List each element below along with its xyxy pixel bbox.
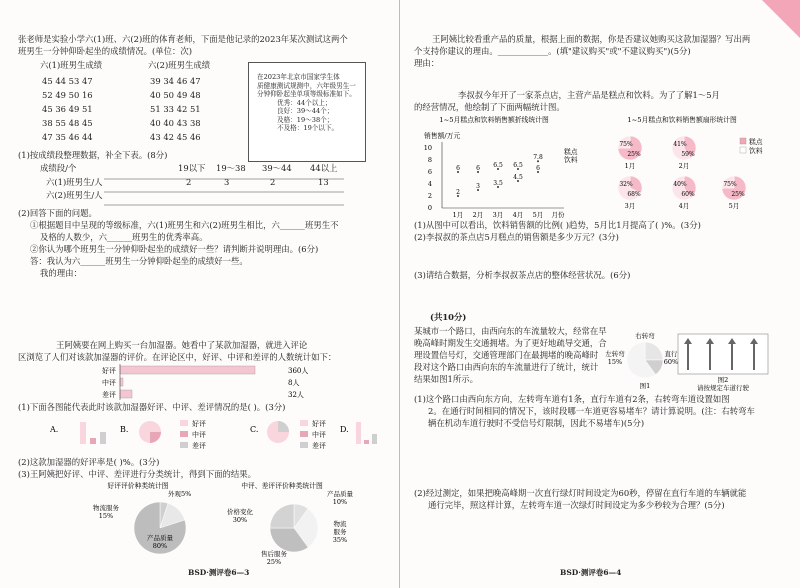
note-line: 不及格：19个以下。	[277, 124, 339, 133]
class2-label: 六(2)班男生成绩	[148, 60, 211, 70]
section2-intro-2: 区浏览了人们对该款加湿器的评价。在评论区中，好评、中评和差评的人数统计如下：	[18, 352, 337, 362]
tea-question-1: (1)从图中可以看出，饮料销售额的比例( )趋势，5月比1月提高了( )%。(3分)	[414, 220, 701, 230]
pie1-label: 物流服务	[93, 504, 119, 512]
section2-question-1: (1)下面各图能代表此时该款加湿器好评、中评、差评情况的是( )。(3分)	[18, 402, 286, 412]
section4-line: 理设置信号灯，交通管理部门在最拥堵的晚高峰时	[414, 350, 599, 360]
bar-label: 差评	[102, 391, 116, 399]
fan-pct: 25%	[731, 191, 745, 198]
note-line: 及格：19～38个；	[277, 115, 334, 124]
line-chart-title: 1~5月糕点和饮料销售额折线统计图	[439, 116, 549, 124]
option-a-bar	[90, 438, 96, 444]
option-a-label: A.	[50, 425, 59, 434]
line-legend: 糕点	[564, 148, 578, 156]
question-2b: ②你认为哪个班男生一分钟仰卧起坐的成绩好一些？请判断并说明理由。(6分)	[30, 244, 319, 254]
traffic-label: 右转弯	[635, 332, 655, 340]
right-footer: BSD·测评卷6—4	[560, 568, 622, 578]
bar-value: 8人	[288, 379, 300, 387]
line-point-label: 4.5	[513, 174, 523, 181]
line-ytick: 4	[427, 180, 432, 188]
pie2-label: 价格变化	[227, 508, 253, 516]
bar-label: 中评	[102, 379, 116, 387]
question-2: (2)回答下面的问题。	[18, 208, 97, 218]
option-a-bar	[80, 422, 86, 444]
bar-value: 32人	[288, 391, 304, 399]
class2-score-row: 40 40 43 38	[150, 118, 201, 128]
fan-legend-label: 糕点	[749, 138, 763, 146]
tea-intro-1: 李叔叔今年开了一家茶点店，主营产品是糕点和饮料。为了了解1～5月	[458, 90, 720, 100]
class1-score-row: 45 36 49 51	[42, 104, 93, 114]
r1-line-c: 理由：	[414, 58, 440, 68]
table-lines	[104, 172, 374, 208]
line-point-label: 2	[456, 189, 460, 196]
sales-fan-charts	[612, 116, 792, 216]
class2-score-row: 43 42 45 46	[150, 132, 201, 142]
pie1-label: 80%	[152, 542, 168, 550]
traffic-label: 直行	[664, 350, 678, 358]
fan-pct: 40%	[673, 181, 687, 188]
line-ytick: 2	[427, 192, 432, 200]
option-a-bar	[100, 432, 106, 444]
review-bar	[120, 378, 123, 386]
section2-question-3: (3)王阿姨把好评、中评、差评进行分类统计，得到下面的结果。	[18, 469, 256, 479]
intro-line-1: 张老师是实验小学六(1)班、六(2)班的体育老师，下面是他记录的2023年某次测试这两个	[18, 34, 348, 44]
line-point-label: 6.5	[513, 162, 523, 169]
fan-pct: 32%	[619, 181, 633, 188]
line-xtick: 月份	[551, 211, 565, 219]
option-d-bar	[364, 440, 369, 444]
option-d-label: D.	[340, 425, 349, 434]
fan-month: 4月	[678, 202, 690, 210]
fan-chart-title: 1~5月糕点和饮料销售额扇形统计图	[627, 116, 737, 124]
pie2-label: 服务	[333, 528, 347, 536]
option-legend-swatch	[180, 431, 188, 437]
option-legend-label: 中评	[192, 431, 206, 439]
r1-line-b: 个支持你建议的理由。____________。(填"建议购买"或"不建议购买")(5分)	[414, 46, 691, 56]
pie1-label: 15%	[98, 512, 114, 520]
line-ytick: 10	[423, 144, 432, 152]
section2-intro-1: 王阿姨要在网上购买一台加湿器。她看中了某款加湿器，就进入评论	[56, 340, 308, 350]
section4-q2-line: 通行完毕，照这样计算，左转弯车道一次绿灯时间设定为多少秒较为合理？(5分)	[428, 500, 725, 510]
line-point-label: 6	[456, 165, 460, 172]
class1-score-row: 38 55 48 45	[42, 118, 93, 128]
line-point-label: 6	[536, 165, 540, 172]
line-xtick: 4月	[512, 211, 524, 219]
option-legend-swatch	[300, 420, 308, 426]
table-row2-cell: 六(2)班男生/人	[46, 190, 103, 200]
fan-legend-swatch	[740, 147, 746, 153]
fan-pct: 75%	[619, 141, 633, 148]
section4-line: 段对这个路口由西向东的车流量进行了统计，统计	[414, 362, 599, 372]
option-legend-label: 好评	[192, 420, 206, 428]
sales-line-chart	[414, 116, 589, 219]
table-row1-cell: 3	[224, 177, 230, 187]
good-review-pie	[78, 482, 218, 562]
line-xtick: 5月	[532, 211, 544, 219]
pie2-label: 物流	[333, 520, 347, 528]
option-legend-label: 中评	[312, 431, 326, 439]
lane-arrows-figure-2	[678, 330, 788, 390]
tea-question-2: (2)李叔叔的茶点店5月糕点的销售额是多少万元？(3分)	[414, 232, 619, 242]
fan-pct: 59%	[681, 151, 695, 158]
option-c-label: C.	[250, 425, 259, 434]
tea-intro-2: 的经营情况，他绘制了下面两幅统计图。	[414, 102, 565, 112]
option-c-slice	[278, 421, 289, 432]
option-b-slice	[150, 432, 161, 443]
line-point-label: 3.5	[493, 180, 503, 187]
fig1-caption: 图1	[639, 382, 651, 390]
traffic-pie-figure-1	[605, 330, 685, 390]
pie2-label: 产品质量	[327, 490, 353, 498]
option-legend-swatch	[180, 442, 188, 448]
table-header-cell: 19以下	[178, 163, 206, 173]
pie2-label: 25%	[266, 558, 282, 566]
section4-line: 晚高峰时期发生交通拥堵。为了更好地疏导交通，合	[414, 338, 607, 348]
fig2-caption: 图2	[717, 376, 729, 384]
section4-line: 结果如图1所示。	[414, 374, 478, 384]
section4-q1-line: (1)这个路口由西向东方向，左转弯车道有1条，直行车道有2条，右转弯车道设置如图	[414, 394, 730, 404]
pie2-label: 30%	[232, 516, 248, 524]
option-legend-swatch	[300, 442, 308, 448]
pie1-label: 产品质量	[147, 534, 173, 542]
class2-score-row: 40 50 49 48	[150, 90, 201, 100]
pie2-title: 中评、差评评价种类统计图	[241, 482, 323, 490]
table-header-cell: 成绩段/个	[40, 163, 77, 173]
fan-pct: 41%	[673, 141, 687, 148]
pie2-slice	[270, 504, 294, 528]
review-bar	[120, 390, 132, 398]
table-header-cell: 19～38	[216, 163, 246, 173]
section4-q1-line: 2。在通行时间相同的情况下，该时段哪一车道更容易堵车？请计算说明。(注：右转弯车	[428, 406, 755, 416]
fan-legend-label: 饮料	[749, 147, 763, 155]
traffic-label: 60%	[663, 358, 679, 366]
section4-q1-line: 辆在机动车道行驶时不受信号灯限制，因此不易堵车)(5分)	[428, 418, 645, 428]
line-xtick: 1月	[452, 211, 464, 219]
fan-month: 3月	[624, 202, 636, 210]
bad-review-pie	[222, 482, 372, 566]
fan-pct: 60%	[681, 191, 695, 198]
option-legend-swatch	[300, 431, 308, 437]
table-row1-cell: 2	[186, 177, 192, 187]
option-b-label: B.	[120, 425, 129, 434]
fan-month: 5月	[728, 202, 740, 210]
table-row1-cell: 2	[270, 177, 276, 187]
option-d-bar	[372, 434, 377, 444]
line-point-label: 7.8	[533, 154, 543, 162]
line-point-label: 6	[476, 165, 480, 172]
pie1-label: 外观5%	[168, 490, 192, 498]
table-row1-cell: 六(1)班男生/人	[46, 177, 103, 187]
traffic-label: 左转弯	[605, 350, 625, 358]
fig2-caption-2: 请按规定车道行驶	[697, 384, 749, 392]
bar-label: 好评	[102, 367, 116, 375]
table-row1-cell: 13	[318, 177, 329, 187]
section4-line: 某城市一个路口，由西向东的车流量较大，经常在早	[414, 326, 607, 336]
line-xtick: 2月	[472, 211, 484, 219]
fan-pct: 68%	[627, 191, 641, 198]
question-2a-line2: 及格的人数少，六______班男生的优秀率高。	[40, 232, 208, 242]
question-2a-line1: ①根据题目中呈现的等级标准，六(1)班男生和六(2)班男生相比，六______班男生不	[30, 220, 339, 230]
class1-score-row: 45 44 53 47	[42, 76, 93, 86]
class1-label: 六(1)班男生成绩	[40, 60, 103, 70]
option-legend-label: 差评	[312, 442, 326, 450]
line-ytick: 8	[427, 156, 432, 164]
review-bar-chart	[102, 364, 360, 402]
r1-line-a: 王阿姨比较看重产品的质量，根据上面的数据，你是否建议她购买这款加湿器？写出两	[432, 34, 751, 44]
line-point-label: 3	[476, 183, 480, 190]
class1-score-row: 47 35 46 44	[42, 132, 93, 142]
section2-question-2: (2)这款加湿器的好评率是( )%。(3分)	[18, 457, 160, 467]
tea-question-3: (3)请结合数据，分析李叔叔茶点店的整体经营状况。(6分)	[414, 270, 631, 280]
pie2-label: 售后服务	[261, 550, 287, 558]
review-bar	[120, 366, 255, 374]
traffic-slice	[645, 342, 663, 360]
traffic-label: 15%	[607, 358, 623, 366]
intro-line-2: 班男生一分钟仰卧起坐的成绩情况。(单位：次)	[18, 46, 193, 56]
class2-score-row: 51 33 42 51	[150, 104, 201, 114]
class1-score-row: 52 49 50 16	[42, 90, 93, 100]
option-legend-swatch	[180, 420, 188, 426]
fan-month: 1月	[624, 162, 636, 170]
fan-pct: 75%	[723, 181, 737, 188]
fan-pct: 25%	[627, 151, 641, 158]
table-header-cell: 39～44	[262, 163, 292, 173]
standard-note	[248, 62, 366, 162]
note-line: 良好：39～44个；	[277, 107, 334, 116]
line-ytick: 6	[427, 168, 432, 176]
fan-month: 2月	[678, 162, 690, 170]
question-2b-reason: 我的理由：	[40, 268, 82, 278]
line-chart-ylabel: 销售额/万元	[424, 132, 461, 140]
option-d-bar	[356, 422, 361, 444]
option-legend-label: 好评	[312, 420, 326, 428]
note-line: 在2023年北京市国家学生体	[257, 73, 340, 81]
fan-legend-swatch	[740, 138, 746, 144]
corner-ribbon	[762, 0, 800, 38]
line-legend: 饮料	[564, 156, 578, 164]
table-header-cell: 44以上	[310, 163, 338, 173]
pie2-label: 35%	[332, 536, 348, 544]
line-xtick: 3月	[492, 211, 504, 219]
question-2b-answer: 答：我认为六______班男生一分钟仰卧起坐的成绩好一些。	[30, 256, 248, 266]
line-ytick: 0	[427, 204, 432, 212]
note-line: 分钟仰卧起坐单项等级标准如下。	[257, 90, 356, 99]
note-line: 优秀：44个以上；	[277, 98, 332, 107]
note-line: 质健康测试规测中，六年级男生一	[257, 81, 356, 90]
bar-value: 360人	[288, 367, 309, 375]
class2-score-row: 39 34 46 47	[150, 76, 201, 86]
section4-q2-line: (2)经过测定，如果把晚高峰期一次直行绿灯时间设定为60秒，停留在直行车道的车辆就能	[414, 488, 747, 498]
pie1-title: 好评评价种类统计图	[107, 482, 169, 490]
right-page	[400, 0, 800, 588]
pie2-label: 10%	[332, 498, 348, 506]
question-1: (1)按成绩段整理数据，补全下表。(8分)	[18, 150, 168, 160]
option-charts	[50, 416, 380, 454]
left-footer: BSD·测评卷6—3	[188, 568, 250, 578]
section4-score: (共10分)	[430, 312, 467, 322]
line-point-label: 6.5	[493, 162, 503, 169]
option-legend-label: 差评	[192, 442, 206, 450]
